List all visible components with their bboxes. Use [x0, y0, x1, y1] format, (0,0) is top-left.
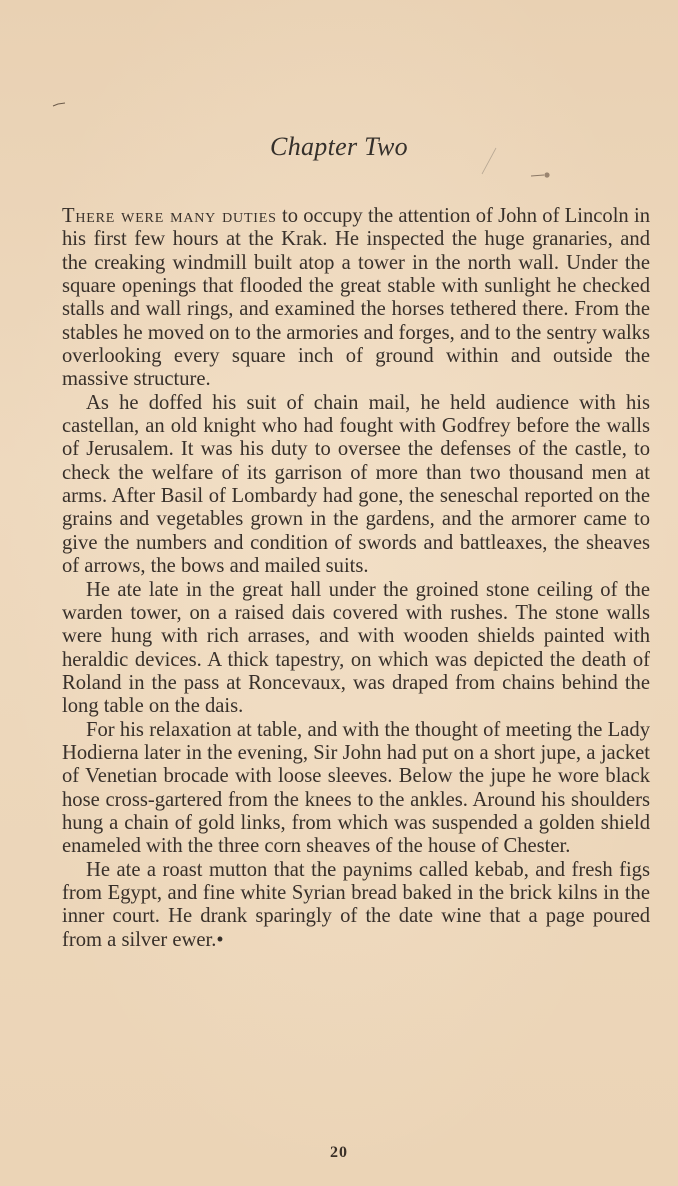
paragraph-text: For his relaxation at table, and with the thought of meeting the Lady Hodierna later in the evening, Sir John had put on a short jupe, a jacket of Venetian brocade with loose sleeves. Below the jupe he wore black hose cross-gartered from the knees to the ankles. Around his shoulders hung a chain of gold links, from which was suspended a golden shield enameled with the three corn sheaves of the house of Chester.: [62, 718, 650, 858]
chapter-title: Chapter Two: [270, 132, 408, 161]
paragraph-4: [62, 719, 650, 859]
body-text: [62, 205, 650, 952]
paragraph-5: [62, 859, 650, 952]
paragraph-3: [62, 579, 650, 719]
paragraph-1: [62, 205, 650, 392]
end-mark: •: [216, 928, 224, 951]
stray-ink-mark-icon: [52, 100, 66, 108]
paragraph-text: He ate late in the great hall under the groined stone ceiling of the warden tower, on a raised dais covered with rushes. The stone walls were hung with rich arrases, and with wooden shields painted with heraldic devices. A thick tapestry, on which was depicted the death of Roland in the pass at Roncevaux, was draped from chains behind the long table on the dais.: [62, 578, 650, 718]
paragraph-text: to occupy the attention of John of Lincoln in his first few hours at the Krak. He inspected the huge granaries, and the creaking windmill built atop a tower in the north wall. Under the square openings that flooded the great stable with sunlight he checked stalls and wall rings, and examined the horses tethered there. From the stables he moved on to the armories and forges, and to the sentry walks overlooking every square inch of ground within and outside the massive structure.: [62, 205, 651, 391]
paragraph-text: As he doffed his suit of chain mail, he held audience with his castellan, an old knight who had fought with Godfrey before the walls of Jerusalem. It was his duty to oversee the defenses of the castle, to check the welfare of its garrison of more than two thousand men at arms. After Basil of Lombardy had gone, the seneschal reported on the grains and vegetables grown in the gardens, and the armorer came to give the numbers and condition of swords and battleaxes, the sheaves of arrows, the bows and mailed suits.: [62, 391, 650, 578]
ink-smudge-icon: [530, 170, 552, 180]
paragraph-2: [62, 392, 650, 579]
pencil-stroke-icon: [478, 146, 498, 176]
page-number: 20: [330, 1144, 348, 1161]
paragraph-text: He ate a roast mutton that the paynims called kebab, and fresh figs from Egypt, and fine white Syrian bread baked in the brick kilns in the inner court. He drank sparingly of the date wine that a page poured from a silver ewer.: [62, 858, 650, 951]
small-caps-lead: There were many duties: [62, 205, 277, 227]
